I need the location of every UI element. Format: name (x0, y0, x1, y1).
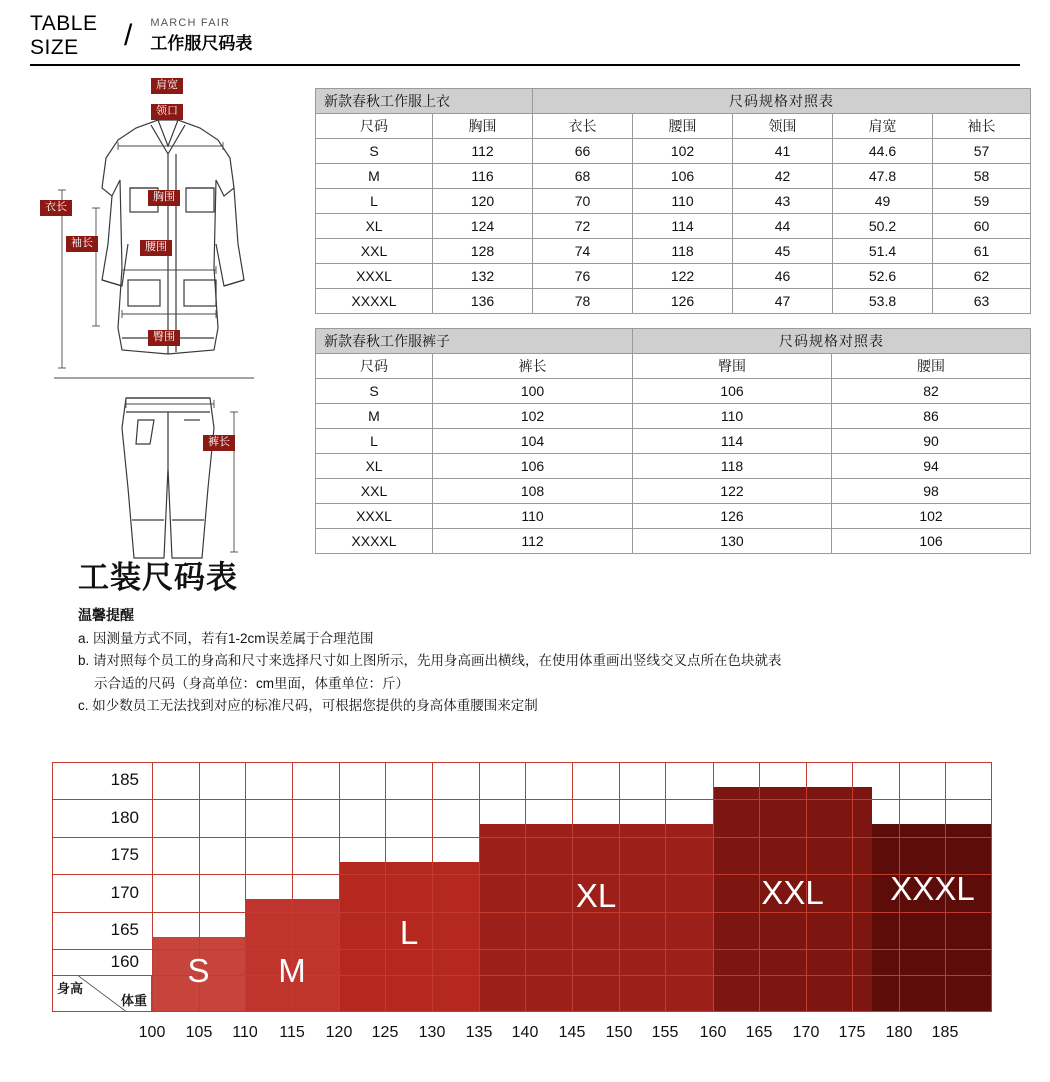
x-tick-label: 160 (699, 1024, 727, 1041)
cell: 42 (733, 164, 833, 189)
cell: S (316, 379, 433, 404)
table-row (316, 454, 1031, 479)
gridline-v (385, 762, 386, 1012)
cell: 45 (733, 239, 833, 264)
cell: 104 (433, 429, 633, 454)
brand-name-en: MARCH FAIR (150, 16, 231, 29)
brand-subtitle-cn: 工作服尺码表 (150, 34, 253, 54)
cell: 78 (533, 289, 633, 314)
axis-label-height: 身高 (57, 981, 84, 996)
cell: 60 (933, 214, 1031, 239)
cell: 47.8 (833, 164, 933, 189)
label-waist: 腰围 (140, 240, 172, 256)
cell: 106 (633, 164, 733, 189)
cell: 102 (433, 404, 633, 429)
column-header: 领围 (733, 114, 833, 139)
gridline-v (339, 762, 340, 1012)
cell: 114 (633, 214, 733, 239)
header-brand-block (150, 16, 252, 57)
cell: 72 (533, 214, 633, 239)
table-row (316, 429, 1031, 454)
cell: 68 (533, 164, 633, 189)
y-tick-label: 160 (110, 952, 139, 971)
size-block-xxxl (872, 824, 992, 1012)
y-tick-label: 165 (110, 920, 139, 939)
cell: 46 (733, 264, 833, 289)
label-shoulder-width: 肩宽 (151, 78, 183, 94)
garment-illustration (18, 68, 308, 568)
cell: 98 (832, 479, 1031, 504)
cell: 126 (633, 504, 832, 529)
size-label-xxxl: XXXL (890, 870, 975, 907)
axis-corner-box (52, 975, 152, 1012)
notes-section (78, 552, 958, 718)
cell: 52.6 (833, 264, 933, 289)
cell: 122 (633, 479, 832, 504)
cell: 44 (733, 214, 833, 239)
table-row (316, 529, 1031, 554)
cell: 126 (633, 289, 733, 314)
x-tick-label: 105 (185, 1024, 213, 1041)
cell: 118 (633, 454, 832, 479)
cell: 53.8 (833, 289, 933, 314)
cell: 102 (832, 504, 1031, 529)
column-header: 胸围 (433, 114, 533, 139)
gridline-v (432, 762, 433, 1012)
cell: XL (316, 214, 433, 239)
size-label-xxl: XXL (761, 874, 824, 911)
cell: 106 (832, 529, 1031, 554)
x-tick-label: 185 (931, 1024, 959, 1041)
cell: XXL (316, 239, 433, 264)
label-hip: 臀围 (148, 330, 180, 346)
table-row (316, 189, 1031, 214)
cell: 106 (633, 379, 832, 404)
cell: M (316, 164, 433, 189)
y-tick-label: 185 (110, 770, 139, 789)
cell: 116 (433, 164, 533, 189)
cell: 130 (633, 529, 832, 554)
cell: 128 (433, 239, 533, 264)
column-header: 衣长 (533, 114, 633, 139)
cell: 132 (433, 264, 533, 289)
note-line-a: a. 因测量方式不同，若有1-2cm误差属于合理范围 (78, 631, 374, 646)
column-header: 尺码 (316, 114, 433, 139)
jacket-table-header-row (316, 114, 1031, 139)
label-chest: 胸围 (148, 190, 180, 206)
garment-diagram-svg (18, 68, 308, 568)
cell: XXXXL (316, 289, 433, 314)
cell: 120 (433, 189, 533, 214)
gridline-h (52, 1011, 992, 1012)
label-pants-length: 裤长 (203, 435, 235, 451)
cell: 86 (832, 404, 1031, 429)
cell: 90 (832, 429, 1031, 454)
pants-table-caption-main: 尺码规格对照表 (633, 329, 1031, 354)
cell: 49 (833, 189, 933, 214)
cell: 50.2 (833, 214, 933, 239)
pants-table-title-row (316, 329, 1031, 354)
cell: 112 (433, 139, 533, 164)
size-label-l: L (399, 914, 419, 951)
column-header: 腰围 (633, 114, 733, 139)
x-tick-label: 170 (792, 1024, 820, 1041)
cell: 70 (533, 189, 633, 214)
cell: 136 (433, 289, 533, 314)
y-tick-label: 175 (110, 845, 139, 864)
gridline-h (52, 762, 992, 763)
table-row (316, 214, 1031, 239)
cell: 112 (433, 529, 633, 554)
jacket-table-caption-left: 新款春秋工作服上衣 (316, 89, 533, 114)
cell: M (316, 404, 433, 429)
label-collar: 领口 (151, 104, 183, 120)
column-header: 尺码 (316, 354, 433, 379)
note-line-b-cont: 示合适的尺码（身高单位：cm里面，体重单位：斤） (94, 675, 409, 691)
pants-table-caption-left: 新款春秋工作服裤子 (316, 329, 633, 354)
size-label-m: M (278, 952, 306, 989)
size-label-xl: XL (575, 877, 617, 914)
note-line-c: c. 如少数员工无法找到对应的标准尺码，可根据您提供的身高体重腰围来定制 (78, 697, 538, 713)
table-row (316, 139, 1031, 164)
cell: 57 (933, 139, 1031, 164)
notes-heading: 工装尺码表 (78, 560, 238, 595)
table-row (316, 239, 1031, 264)
cell: XL (316, 454, 433, 479)
header-divider: / (124, 19, 133, 52)
x-tick-label: 100 (138, 1024, 166, 1041)
note-line-b: b. 请对照每个员工的身高和尺寸来选择尺寸如上图所示，先用身高画出横线，在使用体重画出竖线交叉点所在色块就表 (78, 653, 782, 669)
table-row (316, 404, 1031, 429)
cell: 110 (633, 189, 733, 214)
x-tick-label: 180 (885, 1024, 913, 1041)
cell: 82 (832, 379, 1031, 404)
x-tick-label: 125 (371, 1024, 399, 1041)
x-tick-label: 150 (605, 1024, 633, 1041)
table-row (316, 479, 1031, 504)
pants-size-table (315, 328, 1031, 554)
x-tick-label: 140 (511, 1024, 539, 1041)
cell: 124 (433, 214, 533, 239)
cell: 59 (933, 189, 1031, 214)
table-row (316, 264, 1031, 289)
matrix-plot-area (52, 762, 992, 1012)
table-row (316, 289, 1031, 314)
column-header: 臀围 (633, 354, 832, 379)
cell: 100 (433, 379, 633, 404)
cell: XXXXL (316, 529, 433, 554)
jacket-size-table (315, 88, 1031, 314)
label-garment-length: 衣长 (40, 200, 72, 216)
cell: S (316, 139, 433, 164)
x-tick-label: 165 (745, 1024, 773, 1041)
jacket-table-title-row (316, 89, 1031, 114)
x-tick-label: 120 (325, 1024, 353, 1041)
cell: 76 (533, 264, 633, 289)
header-title-line1: TABLE (30, 11, 98, 35)
cell: 118 (633, 239, 733, 264)
cell: 74 (533, 239, 633, 264)
cell: 62 (933, 264, 1031, 289)
x-tick-label: 135 (465, 1024, 493, 1041)
cell: 41 (733, 139, 833, 164)
jacket-size-table-wrap (315, 88, 1031, 314)
pants-table-header-row (316, 354, 1031, 379)
jacket-table-caption-main: 尺码规格对照表 (533, 89, 1031, 114)
cell: 102 (633, 139, 733, 164)
label-sleeve-length: 袖长 (66, 236, 98, 252)
cell: 43 (733, 189, 833, 214)
y-tick-label: 170 (110, 883, 139, 902)
size-matrix-chart (52, 762, 992, 1041)
cell: XXXL (316, 264, 433, 289)
column-header: 肩宽 (833, 114, 933, 139)
cell: 110 (433, 504, 633, 529)
cell: L (316, 189, 433, 214)
column-header: 袖长 (933, 114, 1031, 139)
x-tick-label: 175 (838, 1024, 866, 1041)
cell: 51.4 (833, 239, 933, 264)
axis-label-weight: 体重 (120, 993, 147, 1008)
header-title-block (30, 12, 122, 60)
cell: 110 (633, 404, 832, 429)
cell: XXXL (316, 504, 433, 529)
cell: 61 (933, 239, 1031, 264)
pants-size-table-wrap (315, 328, 1031, 554)
warm-tip-label: 温馨提醒 (78, 607, 134, 623)
column-header: 腰围 (832, 354, 1031, 379)
table-row (316, 379, 1031, 404)
x-tick-label: 145 (558, 1024, 586, 1041)
x-tick-label: 130 (418, 1024, 446, 1041)
cell: 108 (433, 479, 633, 504)
size-label-s: S (187, 952, 210, 989)
y-tick-label: 180 (110, 808, 139, 827)
cell: 122 (633, 264, 733, 289)
header-title-line2: SIZE (30, 36, 79, 59)
cell: 94 (832, 454, 1031, 479)
gridline-h (52, 949, 992, 950)
column-header: 裤长 (433, 354, 633, 379)
x-tick-label: 115 (279, 1024, 305, 1041)
size-block-xl (479, 824, 713, 1012)
cell: 66 (533, 139, 633, 164)
page-header (30, 8, 1020, 66)
cell: 44.6 (833, 139, 933, 164)
table-row (316, 504, 1031, 529)
cell: 47 (733, 289, 833, 314)
table-row (316, 164, 1031, 189)
gridline-h (52, 837, 992, 838)
gridline-h (52, 799, 992, 800)
x-tick-label: 155 (651, 1024, 679, 1041)
cell: 58 (933, 164, 1031, 189)
cell: 106 (433, 454, 633, 479)
x-tick-label: 110 (232, 1024, 258, 1041)
cell: L (316, 429, 433, 454)
cell: XXL (316, 479, 433, 504)
cell: 114 (633, 429, 832, 454)
cell: 63 (933, 289, 1031, 314)
